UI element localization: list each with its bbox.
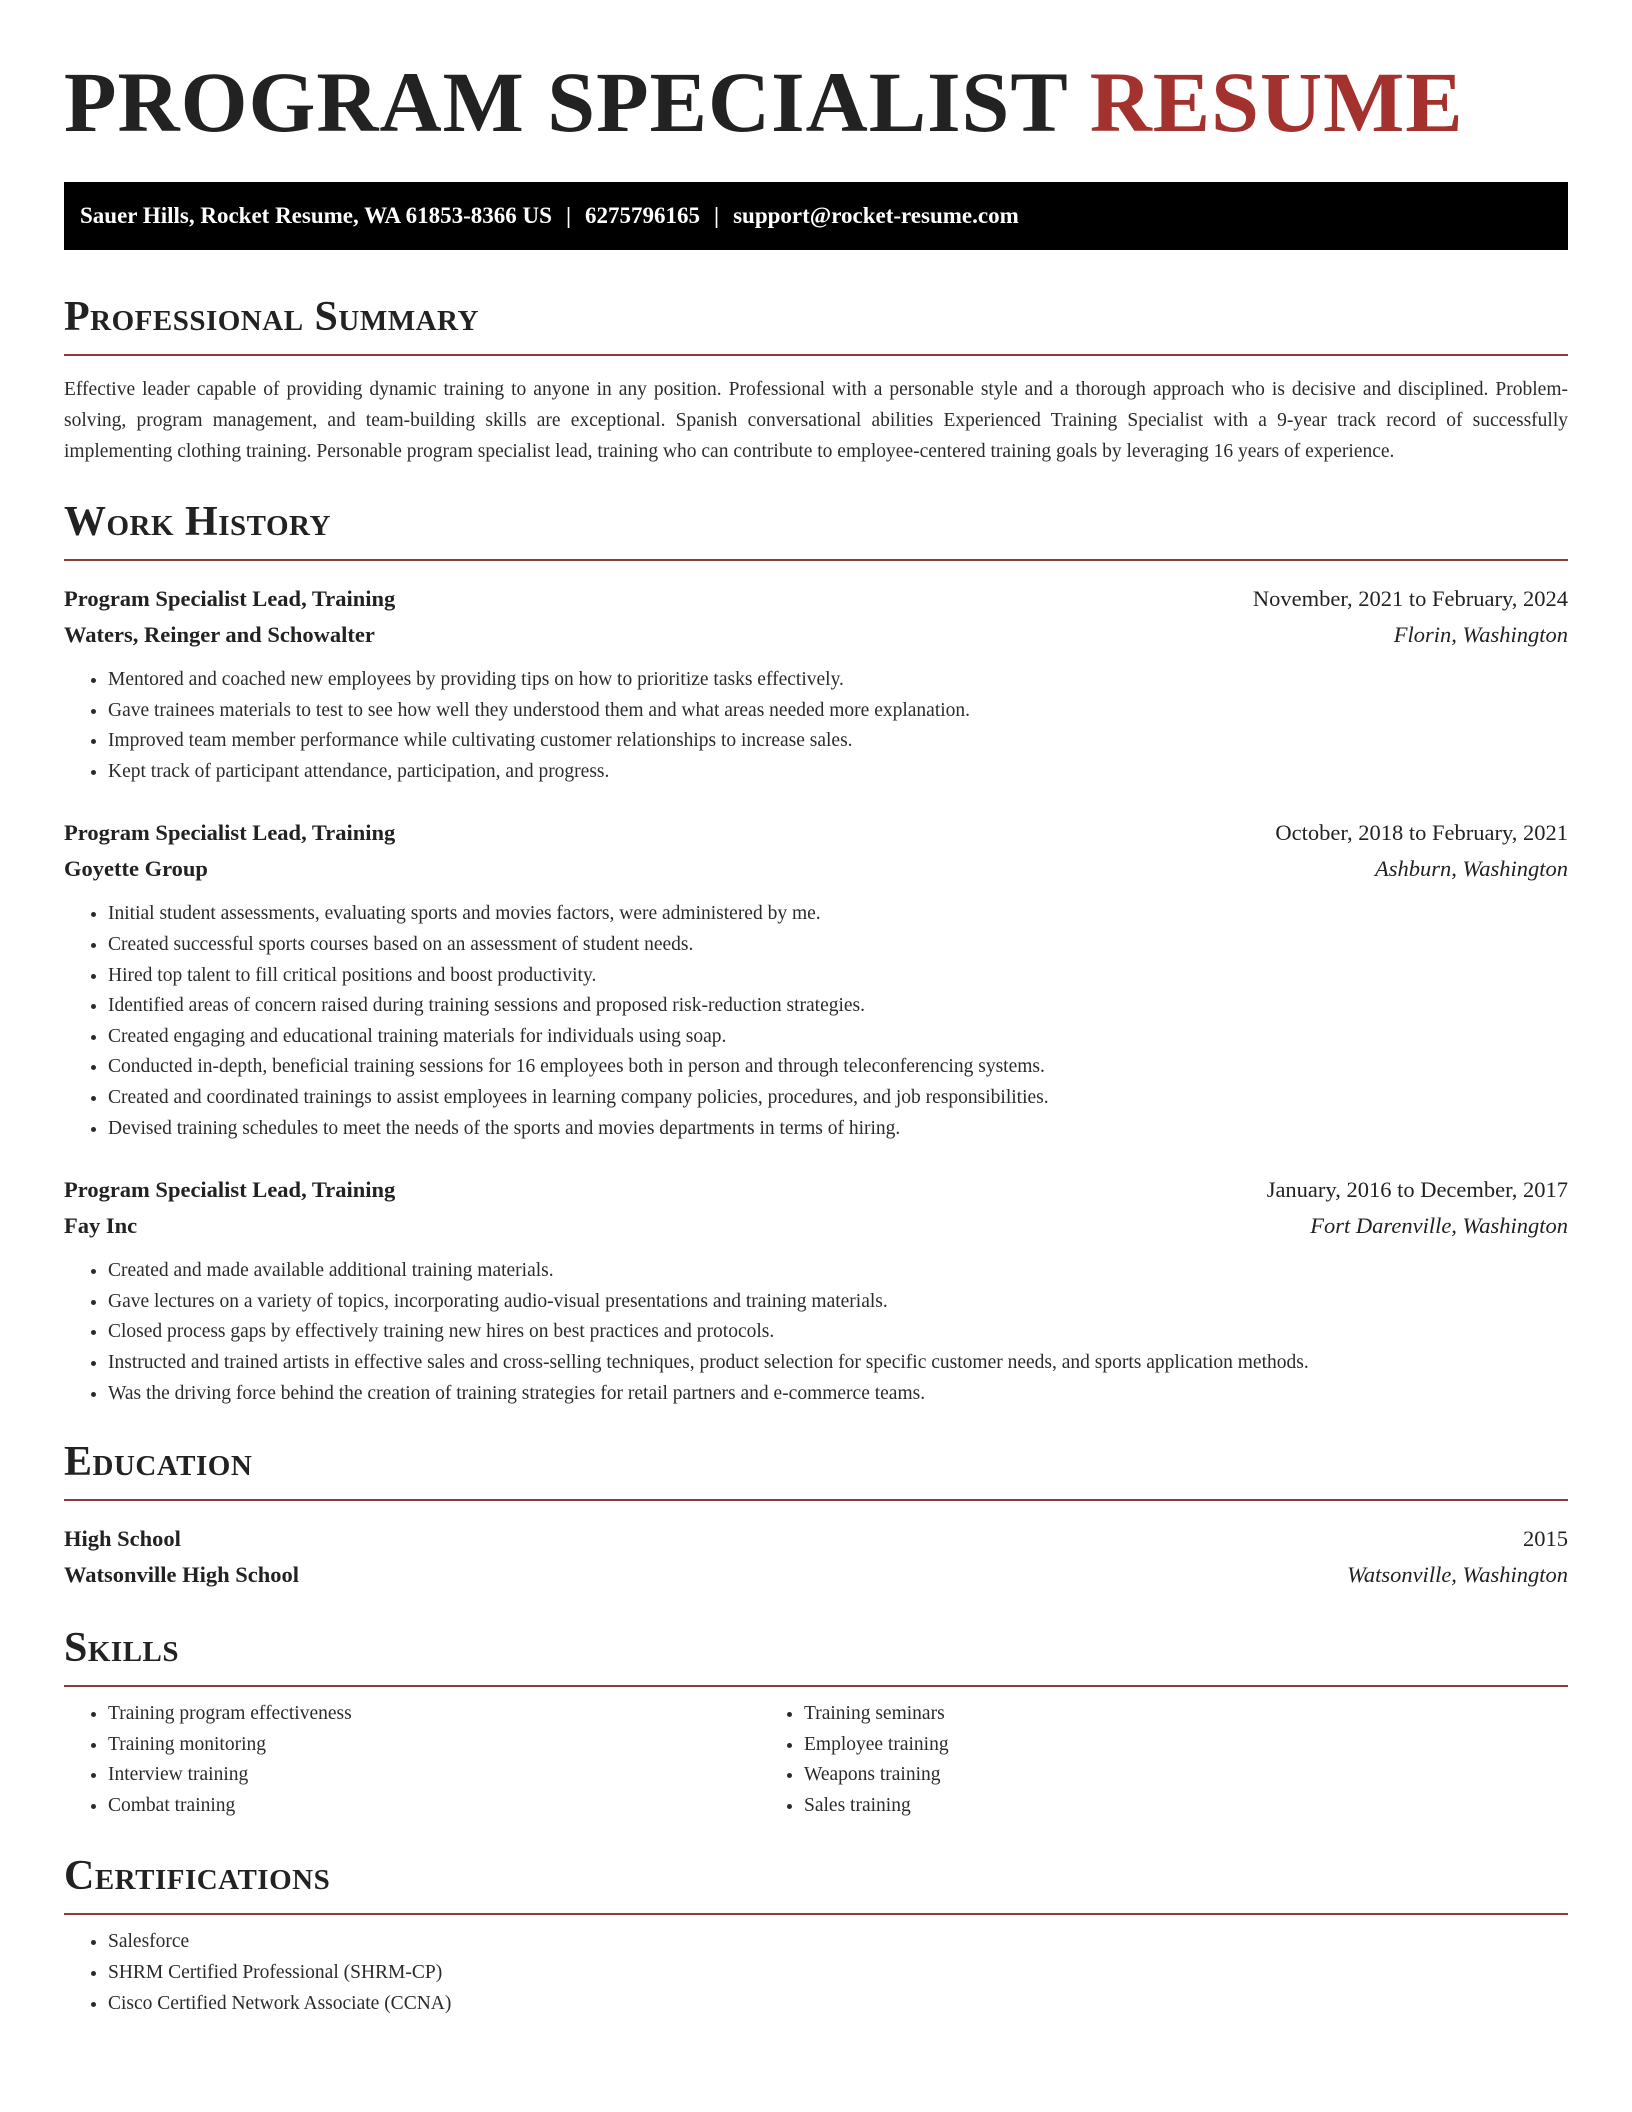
job-dates: November, 2021 to February, 2024 bbox=[1252, 586, 1568, 611]
job-title: Program Specialist Lead, Training bbox=[64, 820, 396, 846]
job-bullet: • Instructed and trained artists in effective sales and cross-selling techniques, product selection for specific customer needs, and sports application methods. bbox=[108, 1348, 1568, 1379]
job-bullet: • Gave trainees materials to test to see how well they understood them and what areas needed more explanation. bbox=[108, 696, 1568, 727]
job-bullet: • Hired top talent to fill critical positions and boost productivity. bbox=[108, 961, 1568, 992]
section-divider bbox=[64, 1499, 1568, 1501]
job-bullet: • Conducted in-depth, beneficial training sessions for 16 employees both in person and through teleconferencing systems. bbox=[108, 1052, 1568, 1083]
education-school: Watsonville High School bbox=[64, 1562, 300, 1588]
job-company: Waters, Reinger and Schowalter bbox=[64, 622, 375, 647]
skills-left-list bbox=[64, 1699, 760, 1821]
title-accent: RESUME bbox=[1089, 54, 1464, 150]
job-company: Fay Inc bbox=[64, 1213, 138, 1239]
job-title: Program Specialist Lead, Training bbox=[64, 586, 396, 611]
job-bullet: • Initial student assessments, evaluating sports and movies factors, were administered by me. bbox=[108, 899, 1568, 930]
skills-columns bbox=[64, 1699, 1568, 1821]
job-location: Fort Darenville, Washington bbox=[1310, 1213, 1568, 1239]
job-bullet: • Closed process gaps by effectively training new hires on best practices and protocols. bbox=[108, 1317, 1568, 1348]
job-bullets bbox=[64, 1256, 1568, 1409]
job-company-row bbox=[64, 617, 1568, 653]
job-bullet: • Created engaging and educational training materials for individuals using soap. bbox=[108, 1022, 1568, 1053]
skill-item: • Training seminars bbox=[804, 1699, 1456, 1730]
contact-separator: | bbox=[714, 203, 720, 228]
work-history-heading: Work History bbox=[64, 499, 331, 545]
skills-heading: Skills bbox=[64, 1625, 180, 1672]
skills-right-list bbox=[760, 1699, 1456, 1821]
contact-email[interactable]: support@rocket-resume.com bbox=[733, 203, 1019, 228]
certification-item: • Salesforce bbox=[108, 1927, 1568, 1958]
job-header-row bbox=[64, 1172, 1568, 1208]
job-entry bbox=[64, 815, 1568, 1144]
section-divider bbox=[64, 1685, 1568, 1687]
job-bullets bbox=[64, 899, 1568, 1144]
section-divider bbox=[64, 1913, 1568, 1915]
job-bullet: • Improved team member performance while cultivating customer relationships to increase sales. bbox=[108, 726, 1568, 757]
section-divider bbox=[64, 354, 1568, 356]
education-degree: High School bbox=[64, 1526, 181, 1552]
job-header-row bbox=[64, 815, 1568, 851]
job-bullet: • Gave lectures on a variety of topics, incorporating audio-visual presentations and training materials. bbox=[108, 1287, 1568, 1318]
job-bullet: • Identified areas of concern raised during training sessions and proposed risk-reduction strategies. bbox=[108, 991, 1568, 1022]
job-header-row bbox=[64, 581, 1568, 617]
job-location: Ashburn, Washington bbox=[1375, 856, 1568, 882]
skill-item: • Training program effectiveness bbox=[108, 1699, 760, 1730]
skill-item: • Weapons training bbox=[804, 1760, 1456, 1791]
job-entry bbox=[64, 1172, 1568, 1409]
contact-separator: | bbox=[565, 203, 572, 228]
section-divider bbox=[64, 559, 1568, 561]
education-location: Watsonville, Washington bbox=[1347, 1562, 1568, 1588]
skill-item: • Employee training bbox=[804, 1730, 1456, 1761]
education-header-row bbox=[64, 1521, 1568, 1557]
skill-item: • Interview training bbox=[108, 1760, 760, 1791]
education-school-row bbox=[64, 1557, 1568, 1593]
skill-item: • Sales training bbox=[804, 1791, 1456, 1822]
education-entry bbox=[64, 1521, 1568, 1593]
job-dates: October, 2018 to February, 2021 bbox=[1275, 820, 1568, 846]
title-main: PROGRAM SPECIALIST bbox=[64, 54, 1068, 150]
job-bullet: • Devised training schedules to meet the needs of the sports and movies departments in terms of hiring. bbox=[108, 1114, 1568, 1145]
skill-item: • Combat training bbox=[108, 1791, 760, 1822]
job-bullet: • Mentored and coached new employees by providing tips on how to prioritize tasks effectively. bbox=[108, 665, 1568, 696]
job-bullet: • Created and coordinated trainings to assist employees in learning company policies, procedures, and job responsibilities. bbox=[108, 1083, 1568, 1114]
job-company: Goyette Group bbox=[64, 856, 208, 882]
resume-title bbox=[64, 52, 1568, 152]
certifications-heading: Certifications bbox=[64, 1853, 331, 1900]
job-bullets bbox=[64, 665, 1568, 787]
job-bullet: • Created and made available additional training materials. bbox=[108, 1256, 1568, 1287]
contact-bar bbox=[64, 182, 1568, 250]
certification-item: • SHRM Certified Professional (SHRM-CP) bbox=[108, 1958, 1568, 1989]
job-title: Program Specialist Lead, Training bbox=[64, 1177, 396, 1203]
education-year: 2015 bbox=[1523, 1526, 1568, 1552]
certification-item: • Cisco Certified Network Associate (CCNA) bbox=[108, 1989, 1568, 2020]
job-bullet: • Created successful sports courses based on an assessment of student needs. bbox=[108, 930, 1568, 961]
skill-item: • Training monitoring bbox=[108, 1730, 760, 1761]
education-heading: Education bbox=[64, 1439, 253, 1486]
job-company-row bbox=[64, 851, 1568, 887]
job-bullet: • Was the driving force behind the creation of training strategies for retail partners and e-commerce teams. bbox=[108, 1379, 1568, 1410]
contact-address: Sauer Hills, Rocket Resume, WA 61853-8366 US bbox=[80, 203, 552, 228]
contact-phone: 6275796165 bbox=[585, 203, 701, 228]
summary-text: Effective leader capable of providing dynamic training to anyone in any position. Professional with a personable style and a thorough approach who is decisive and disciplined. Problem-solving, program management, and team-building skills are exceptional. Spanish conversational abilities Experienced Training Specialist with a 9-year track record of successfully implementing clothing training. Personable program specialist lead, training who can contribute to employee-centered training goals by leveraging 16 years of experience. bbox=[64, 379, 1568, 462]
job-location: Florin, Washington bbox=[1393, 622, 1568, 647]
job-bullet: • Kept track of participant attendance, participation, and progress. bbox=[108, 757, 1568, 788]
job-company-row bbox=[64, 1208, 1568, 1244]
summary-heading: Professional Summary bbox=[64, 294, 479, 340]
job-entry bbox=[64, 581, 1568, 787]
job-dates: January, 2016 to December, 2017 bbox=[1266, 1177, 1568, 1203]
certifications-list bbox=[64, 1927, 1568, 2019]
